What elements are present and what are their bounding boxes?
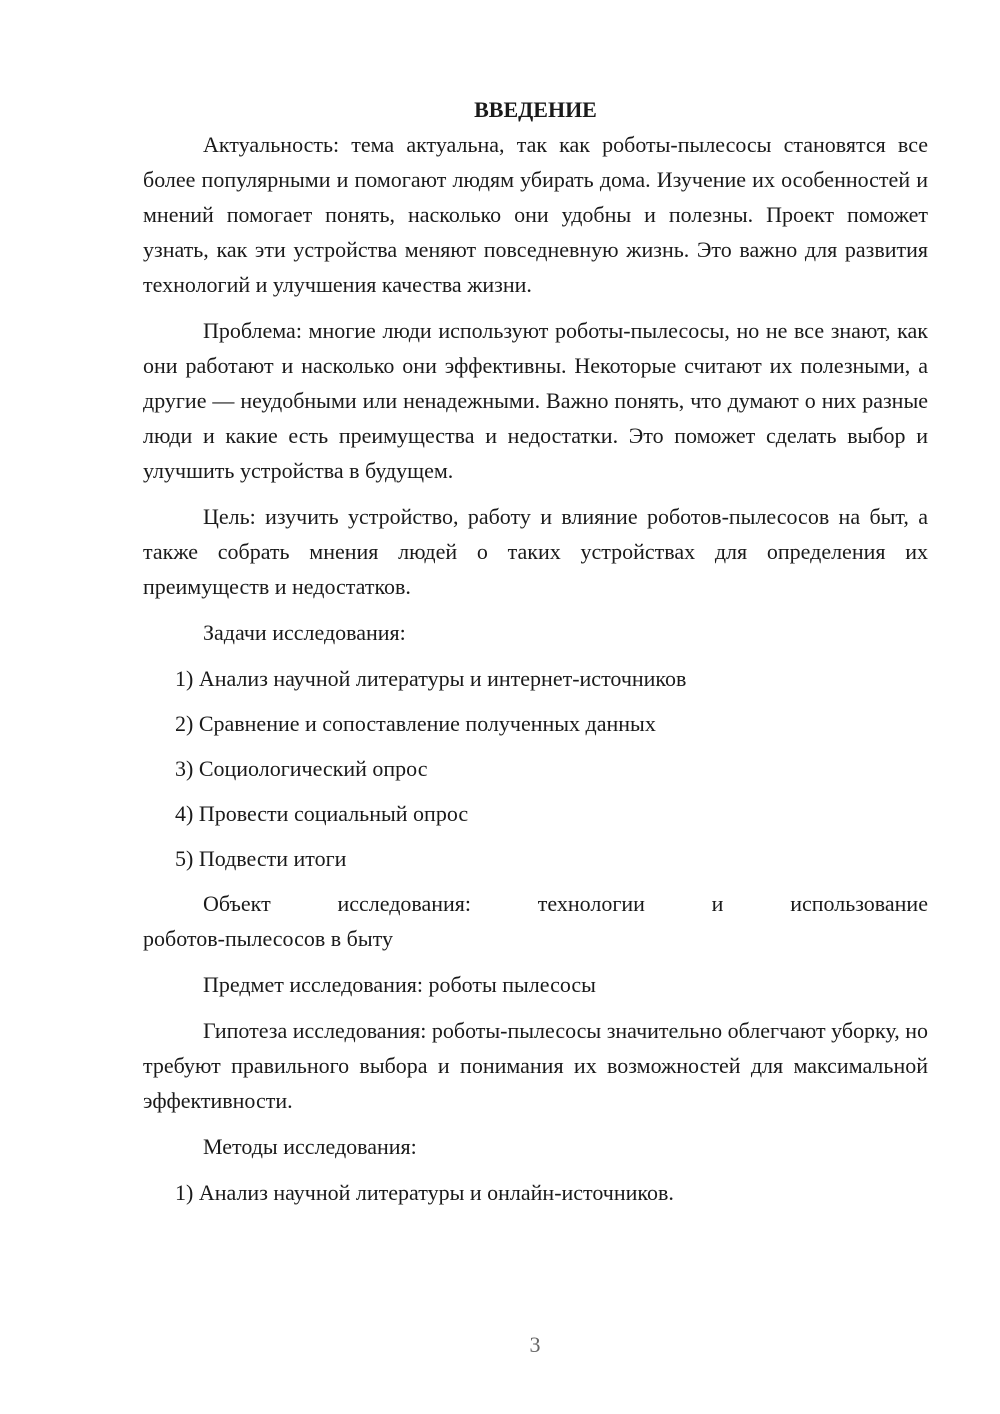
object-word: использование (790, 891, 928, 916)
paragraph-relevance: Актуальность: тема актуальна, так как роботы-пылесосы становятся все более популярными и помогают людям убирать дома. Изучение их особенностей и мнений помогает понять, насколько они удобны и полезны. Проект поможет узнать, как эти устройства меняют повседневную жизнь. Это важно для развития технологий и улучшения качества жизни. (143, 132, 928, 297)
task-item-1: 1) Анализ научной литературы и интернет-источников (175, 666, 687, 691)
paragraph-problem: Проблема: многие люди используют роботы-пылесосы, но не все знают, как они работают и насколько они эффективны. Некоторые считают их полезными, а другие — неудобными или ненадежными. Важно понять, что думают о них разные люди и какие есть преимущества и недостатки. Это поможет сделать выбор и улучшить устройства в будущем. (143, 318, 928, 483)
paragraph-subject: Предмет исследования: роботы пылесосы (203, 972, 596, 997)
object-word: и (711, 891, 724, 916)
task-item-5: 5) Подвести итоги (175, 846, 347, 871)
method-item-1: 1) Анализ научной литературы и онлайн-источников. (175, 1180, 674, 1205)
object-word: исследования: (337, 891, 472, 916)
tasks-heading: Задачи исследования: (203, 620, 406, 645)
task-item-2: 2) Сравнение и сопоставление полученных данных (175, 711, 656, 736)
section-title: ВВЕДЕНИЕ (474, 97, 597, 122)
paragraph-object (143, 886, 928, 956)
object-continuation: роботов-пылесосов в быту (143, 926, 393, 951)
task-item-3: 3) Социологический опрос (175, 756, 428, 781)
paragraph-hypothesis: Гипотеза исследования: роботы-пылесосы значительно облегчают уборку, но требуют правильного выбора и понимания их возможностей для максимальной эффективности. (143, 1018, 928, 1113)
methods-heading: Методы исследования: (203, 1134, 417, 1159)
paragraph-goal: Цель: изучить устройство, работу и влияние роботов-пылесосов на быт, а также собрать мнения людей о таких устройствах для определения их преимуществ и недостатков. (143, 504, 928, 599)
object-first-line (143, 886, 928, 921)
page-number: 3 (529, 1332, 541, 1357)
document-page (143, 92, 928, 1220)
object-word: технологии (537, 891, 645, 916)
task-item-4: 4) Провести социальный опрос (175, 801, 469, 826)
object-word: Объект (203, 891, 271, 916)
